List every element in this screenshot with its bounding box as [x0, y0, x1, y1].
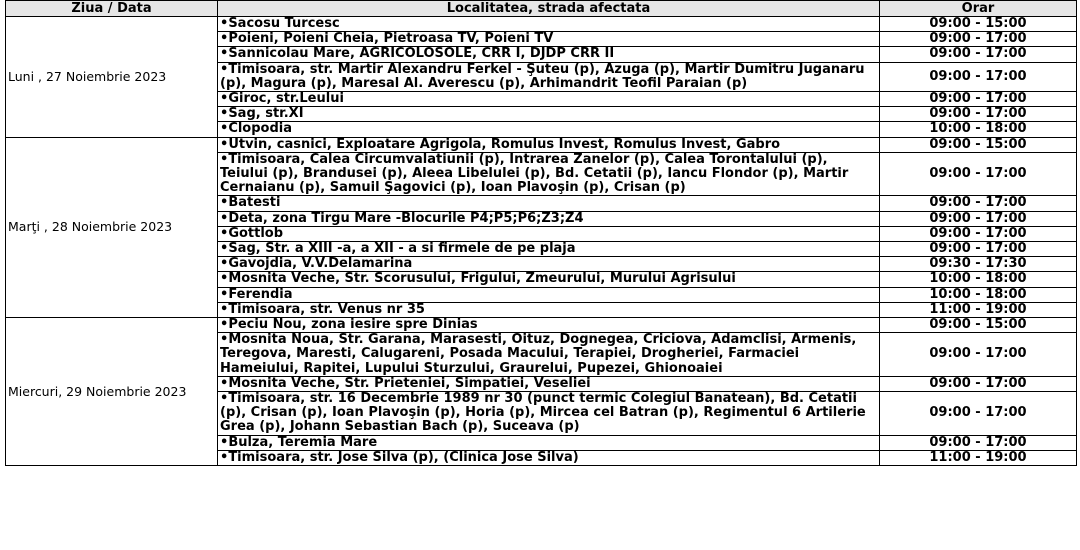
header-time: Orar — [880, 1, 1077, 17]
time-cell: 09:00 - 17:00 — [880, 32, 1077, 47]
header-location: Localitatea, strada afectata — [218, 1, 880, 17]
time-cell: 09:00 - 17:00 — [880, 333, 1077, 377]
location-cell: • Giroc, str.Leului — [218, 92, 880, 107]
time-cell: 09:00 - 15:00 — [880, 318, 1077, 333]
time-cell: 09:00 - 17:00 — [880, 211, 1077, 226]
day-cell-wednesday: Miercuri, 29 Noiembrie 2023 — [6, 318, 218, 466]
location-cell: • Batesti — [218, 196, 880, 211]
time-cell: 09:00 - 17:00 — [880, 107, 1077, 122]
time-cell: 09:00 - 17:00 — [880, 152, 1077, 196]
time-cell: 11:00 - 19:00 — [880, 450, 1077, 465]
outage-schedule-table — [5, 0, 1077, 466]
location-cell: • Mosnita Noua, Str. Garana, Marasesti, Oituz, Dognegea, Criciova, Adamclisi, Armenis, Teregova, Maresti, Calugareni, Posada Macului, Terapiei, Drogheriei, Farmaciei Hameiului, Rapitei, Lupului Sturzului, Graurelui, Pupezei, Ghionoaiei — [218, 333, 880, 377]
location-cell: • Timisoara, str. Jose Silva (p), (Clinica Jose Silva) — [218, 450, 880, 465]
header-day: Ziua / Data — [6, 1, 218, 17]
location-cell: • Utvin, casnici, Exploatare Agrigola, Romulus Invest, Romulus Invest, Gabro — [218, 137, 880, 152]
time-cell: 10:00 - 18:00 — [880, 122, 1077, 137]
location-cell: • Sag, str.XI — [218, 107, 880, 122]
location-cell: • Deta, zona Tirgu Mare -Blocurile P4;P5;P6;Z3;Z4 — [218, 211, 880, 226]
location-cell: • Gottlob — [218, 226, 880, 241]
time-cell: 09:00 - 17:00 — [880, 196, 1077, 211]
location-cell: • Sag, Str. a XIII -a, a XII - a si firmele de pe plaja — [218, 242, 880, 257]
location-cell: • Clopodia — [218, 122, 880, 137]
time-cell: 11:00 - 19:00 — [880, 302, 1077, 317]
time-cell: 09:00 - 17:00 — [880, 92, 1077, 107]
location-cell: • Bulza, Teremia Mare — [218, 435, 880, 450]
time-cell: 09:00 - 15:00 — [880, 137, 1077, 152]
table-row — [6, 17, 1077, 32]
location-cell: • Gavojdia, V.V.Delamarina — [218, 257, 880, 272]
time-cell: 09:00 - 17:00 — [880, 435, 1077, 450]
day-cell-tuesday: Marţi , 28 Noiembrie 2023 — [6, 137, 218, 317]
location-cell: • Mosnita Veche, Str. Scorusului, Frigului, Zmeurului, Murului Agrisului — [218, 272, 880, 287]
time-cell: 09:00 - 15:00 — [880, 17, 1077, 32]
location-cell: • Poieni, Poieni Cheia, Pietroasa TV, Poieni TV — [218, 32, 880, 47]
time-cell: 09:00 - 17:00 — [880, 226, 1077, 241]
time-cell: 09:00 - 17:00 — [880, 376, 1077, 391]
location-cell: • Timisoara, str. 16 Decembrie 1989 nr 30 (punct termic Colegiul Banatean), Bd. Cetatii (p), Crisan (p), Ioan Plavoşin (p), Horia (p), Mircea cel Batran (p), Regimentul 6 Artilerie Grea (p), Johann Sebastian Bach (p), Suceava (p) — [218, 392, 880, 436]
location-cell: • Timisoara, Calea Circumvalatiunii (p), Intrarea Zanelor (p), Calea Torontalului (p), Teiului (p), Brandusei (p), Aleea Libelulei (p), Bd. Cetatii (p), Iancu Flondor (p), Martir Cernaianu (p), Samuil Şagovici (p), Ioan Plavoşin (p), Crisan (p) — [218, 152, 880, 196]
table-row — [6, 137, 1077, 152]
location-cell: • Sacosu Turcesc — [218, 17, 880, 32]
time-cell: 09:30 - 17:30 — [880, 257, 1077, 272]
location-cell: • Peciu Nou, zona iesire spre Dinias — [218, 318, 880, 333]
location-cell: • Ferendia — [218, 287, 880, 302]
time-cell: 10:00 - 18:00 — [880, 272, 1077, 287]
location-cell: • Timisoara, str. Martir Alexandru Ferkel - Şuteu (p), Azuga (p), Martir Dumitru Juganaru (p), Magura (p), Maresal Al. Averescu (p), Arhimandrit Teofil Paraian (p) — [218, 62, 880, 91]
day-cell-monday: Luni , 27 Noiembrie 2023 — [6, 17, 218, 138]
header-row — [6, 1, 1077, 17]
location-cell: • Sannicolau Mare, AGRICOLOSOLE, CRR I, DJDP CRR II — [218, 47, 880, 62]
time-cell: 09:00 - 17:00 — [880, 62, 1077, 91]
time-cell: 09:00 - 17:00 — [880, 242, 1077, 257]
location-cell: • Timisoara, str. Venus nr 35 — [218, 302, 880, 317]
table-row — [6, 318, 1077, 333]
location-cell: • Mosnita Veche, Str. Prieteniei, Simpatiei, Veseliei — [218, 376, 880, 391]
time-cell: 09:00 - 17:00 — [880, 47, 1077, 62]
time-cell: 09:00 - 17:00 — [880, 392, 1077, 436]
time-cell: 10:00 - 18:00 — [880, 287, 1077, 302]
